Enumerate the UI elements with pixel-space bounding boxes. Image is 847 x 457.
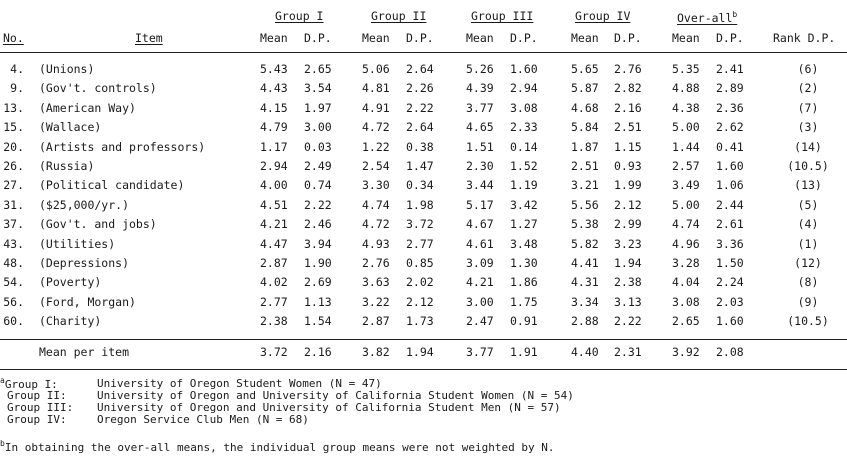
summary-dp: 1.91 (510, 345, 538, 359)
row-number: 60. (3, 314, 24, 328)
cell-mean: 2.51 (571, 159, 599, 173)
cell-mean: 5.35 (672, 62, 700, 76)
cell-mean: 3.63 (362, 275, 390, 289)
cell-rank: (6) (797, 62, 819, 76)
cell-dp: 3.08 (510, 101, 538, 115)
cell-dp: 2.61 (716, 217, 744, 231)
cell-mean: 2.76 (362, 256, 390, 270)
summary-mean: 4.40 (571, 345, 599, 359)
cell-mean: 4.00 (260, 178, 288, 192)
footnote-group-2-text: University of Oregon and University of California Student Women (N = 54) (97, 389, 574, 402)
cell-rank: (9) (797, 295, 819, 309)
cell-dp: 0.41 (716, 140, 744, 154)
row-item: (Unions) (39, 62, 95, 76)
summary-rule (0, 339, 847, 340)
cell-dp: 0.91 (510, 314, 538, 328)
cell-mean: 4.21 (260, 217, 288, 231)
footnote-group-3-label: Group III: (7, 401, 74, 414)
header-dp: D.P. (406, 31, 434, 45)
cell-dp: 2.36 (716, 101, 744, 115)
footer-rule (0, 369, 847, 370)
row-number: 9. (10, 81, 24, 95)
cell-mean: 4.31 (571, 275, 599, 289)
footnote-b (0, 440, 555, 453)
cell-dp: 1.94 (614, 256, 642, 270)
header-no: No. (3, 31, 24, 45)
cell-mean: 4.81 (362, 81, 390, 95)
cell-mean: 5.26 (466, 62, 494, 76)
cell-mean: 4.39 (466, 81, 494, 95)
footnote-group-2-label: Group II: (7, 389, 67, 402)
cell-dp: 2.41 (716, 62, 744, 76)
cell-mean: 3.09 (466, 256, 494, 270)
cell-mean: 4.68 (571, 101, 599, 115)
cell-mean: 2.87 (362, 314, 390, 328)
cell-mean: 1.22 (362, 140, 390, 154)
cell-rank: (5) (797, 198, 819, 212)
row-number: 20. (3, 140, 24, 154)
cell-mean: 4.51 (260, 198, 288, 212)
summary-mean: 3.82 (362, 345, 390, 359)
header-mean: Mean (260, 31, 288, 45)
cell-mean: 5.87 (571, 81, 599, 95)
cell-dp: 1.60 (716, 314, 744, 328)
cell-mean: 4.67 (466, 217, 494, 231)
header-mean: Mean (362, 31, 390, 45)
row-item: (Charity) (39, 314, 102, 328)
cell-dp: 1.52 (510, 159, 538, 173)
cell-mean: 5.17 (466, 198, 494, 212)
cell-dp: 3.13 (614, 295, 642, 309)
cell-dp: 1.19 (510, 178, 538, 192)
header-item: Item (135, 31, 163, 45)
cell-dp: 2.64 (406, 120, 434, 134)
cell-dp: 0.74 (304, 178, 332, 192)
header-mean: Mean (571, 31, 599, 45)
cell-dp: 2.49 (304, 159, 332, 173)
cell-mean: 2.77 (260, 295, 288, 309)
cell-dp: 2.22 (614, 314, 642, 328)
summary-dp: 2.31 (614, 345, 642, 359)
footnote-a-marker: a (0, 376, 5, 385)
cell-mean: 4.91 (362, 101, 390, 115)
cell-dp: 3.23 (614, 237, 642, 251)
cell-dp: 1.50 (716, 256, 744, 270)
footnote-b-text: In obtaining the over-all means, the individual group means were not weighted by N. (4, 441, 555, 454)
cell-rank: (13) (794, 178, 822, 192)
cell-mean: 3.49 (672, 178, 700, 192)
cell-mean: 4.41 (571, 256, 599, 270)
cell-mean: 2.47 (466, 314, 494, 328)
row-item: (Depressions) (39, 256, 130, 270)
cell-dp: 2.24 (716, 275, 744, 289)
row-item: (Ford, Morgan) (39, 295, 136, 309)
header-rank: Rank D.P. (773, 31, 836, 45)
cell-rank: (4) (797, 217, 819, 231)
cell-mean: 1.44 (672, 140, 700, 154)
header-overall (677, 11, 737, 25)
cell-mean: 3.08 (672, 295, 700, 309)
cell-dp: 0.03 (304, 140, 332, 154)
cell-mean: 4.43 (260, 81, 288, 95)
row-number: 56. (3, 295, 24, 309)
cell-mean: 5.43 (260, 62, 288, 76)
summary-label: Mean per item (39, 345, 130, 359)
header-dp: D.P. (614, 31, 642, 45)
cell-dp: 1.90 (304, 256, 332, 270)
row-item: (Wallace) (39, 120, 102, 134)
header-group-2: Group II (371, 9, 427, 23)
row-number: 13. (3, 101, 24, 115)
cell-dp: 1.15 (614, 140, 642, 154)
header-mean: Mean (672, 31, 700, 45)
cell-dp: 2.16 (614, 101, 642, 115)
cell-dp: 2.33 (510, 120, 538, 134)
cell-dp: 0.93 (614, 159, 642, 173)
row-number: 26. (3, 159, 24, 173)
cell-dp: 2.26 (406, 81, 434, 95)
cell-dp: 2.76 (614, 62, 642, 76)
cell-dp: 1.27 (510, 217, 538, 231)
cell-dp: 3.54 (304, 81, 332, 95)
row-item: (Russia) (39, 159, 95, 173)
cell-mean: 2.65 (672, 314, 700, 328)
cell-dp: 1.99 (614, 178, 642, 192)
cell-dp: 2.44 (716, 198, 744, 212)
cell-mean: 4.74 (362, 198, 390, 212)
row-number: 37. (3, 217, 24, 231)
cell-mean: 5.38 (571, 217, 599, 231)
cell-dp: 0.38 (406, 140, 434, 154)
cell-dp: 2.22 (406, 101, 434, 115)
cell-rank: (14) (794, 140, 822, 154)
cell-dp: 2.65 (304, 62, 332, 76)
row-item: (American Way) (39, 101, 136, 115)
row-number: 48. (3, 256, 24, 270)
footnote-group-3-text: University of Oregon and University of California Student Men (N = 57) (97, 401, 561, 414)
cell-mean: 1.51 (466, 140, 494, 154)
cell-mean: 2.38 (260, 314, 288, 328)
row-item: (Political candidate) (39, 178, 185, 192)
cell-dp: 2.69 (304, 275, 332, 289)
row-number: 15. (3, 120, 24, 134)
footnote-b-marker: b (0, 439, 5, 448)
cell-mean: 2.54 (362, 159, 390, 173)
cell-dp: 1.54 (304, 314, 332, 328)
cell-mean: 4.61 (466, 237, 494, 251)
row-item: (Utilities) (39, 237, 116, 251)
cell-dp: 1.60 (510, 62, 538, 76)
cell-mean: 2.88 (571, 314, 599, 328)
row-item: (Poverty) (39, 275, 102, 289)
row-number: 4. (10, 62, 24, 76)
cell-mean: 1.87 (571, 140, 599, 154)
cell-dp: 2.89 (716, 81, 744, 95)
cell-dp: 1.97 (304, 101, 332, 115)
header-group-3: Group III (471, 9, 534, 23)
cell-dp: 1.47 (406, 159, 434, 173)
cell-mean: 4.72 (362, 217, 390, 231)
cell-mean: 2.30 (466, 159, 494, 173)
cell-mean: 3.28 (672, 256, 700, 270)
cell-mean: 3.44 (466, 178, 494, 192)
row-item: (Gov't. controls) (39, 81, 157, 95)
cell-mean: 2.87 (260, 256, 288, 270)
cell-mean: 5.84 (571, 120, 599, 134)
footnote-group-1-label: Group I: (4, 378, 58, 391)
summary-dp: 2.16 (304, 345, 332, 359)
cell-dp: 2.62 (716, 120, 744, 134)
cell-dp: 2.22 (304, 198, 332, 212)
cell-dp: 2.38 (614, 275, 642, 289)
cell-dp: 3.72 (406, 217, 434, 231)
cell-dp: 1.30 (510, 256, 538, 270)
cell-mean: 5.00 (672, 198, 700, 212)
cell-dp: 3.48 (510, 237, 538, 251)
cell-rank: (10.5) (787, 314, 829, 328)
row-item: ($25,000/yr.) (39, 198, 130, 212)
cell-dp: 2.99 (614, 217, 642, 231)
cell-mean: 3.00 (466, 295, 494, 309)
cell-mean: 3.30 (362, 178, 390, 192)
cell-dp: 3.94 (304, 237, 332, 251)
cell-dp: 0.85 (406, 256, 434, 270)
cell-mean: 4.65 (466, 120, 494, 134)
cell-mean: 4.79 (260, 120, 288, 134)
cell-dp: 2.82 (614, 81, 642, 95)
cell-dp: 0.34 (406, 178, 434, 192)
cell-mean: 5.82 (571, 237, 599, 251)
header-dp: D.P. (716, 31, 744, 45)
cell-rank: (3) (797, 120, 819, 134)
cell-mean: 4.93 (362, 237, 390, 251)
cell-dp: 2.64 (406, 62, 434, 76)
cell-dp: 3.00 (304, 120, 332, 134)
cell-dp: 2.12 (406, 295, 434, 309)
header-group-1: Group I (275, 9, 324, 23)
summary-mean: 3.77 (466, 345, 494, 359)
footnote-group-4-text: Oregon Service Club Men (N = 68) (97, 413, 309, 426)
header-rule (0, 52, 847, 53)
cell-dp: 2.51 (614, 120, 642, 134)
cell-dp: 2.77 (406, 237, 434, 251)
cell-mean: 4.15 (260, 101, 288, 115)
row-number: 43. (3, 237, 24, 251)
cell-mean: 4.02 (260, 275, 288, 289)
row-number: 54. (3, 275, 24, 289)
cell-dp: 3.36 (716, 237, 744, 251)
cell-dp: 1.06 (716, 178, 744, 192)
cell-mean: 5.56 (571, 198, 599, 212)
cell-mean: 4.04 (672, 275, 700, 289)
cell-mean: 4.21 (466, 275, 494, 289)
cell-mean: 2.94 (260, 159, 288, 173)
cell-mean: 4.72 (362, 120, 390, 134)
cell-mean: 1.17 (260, 140, 288, 154)
row-number: 27. (3, 178, 24, 192)
row-item: (Gov't. and jobs) (39, 217, 157, 231)
header-overall-label: Over-all (677, 11, 733, 25)
cell-dp: 2.02 (406, 275, 434, 289)
cell-rank: (7) (797, 101, 819, 115)
cell-rank: (12) (794, 256, 822, 270)
cell-mean: 3.22 (362, 295, 390, 309)
cell-mean: 4.88 (672, 81, 700, 95)
header-dp: D.P. (304, 31, 332, 45)
cell-dp: 1.60 (716, 159, 744, 173)
summary-dp: 1.94 (406, 345, 434, 359)
cell-mean: 3.77 (466, 101, 494, 115)
cell-dp: 2.03 (716, 295, 744, 309)
cell-mean: 5.00 (672, 120, 700, 134)
cell-mean: 4.74 (672, 217, 700, 231)
cell-dp: 1.75 (510, 295, 538, 309)
cell-dp: 0.14 (510, 140, 538, 154)
cell-mean: 4.38 (672, 101, 700, 115)
cell-dp: 2.46 (304, 217, 332, 231)
cell-rank: (10.5) (787, 159, 829, 173)
header-group-4: Group IV (575, 9, 631, 23)
cell-dp: 3.42 (510, 198, 538, 212)
cell-mean: 3.34 (571, 295, 599, 309)
cell-mean: 4.96 (672, 237, 700, 251)
cell-dp: 1.86 (510, 275, 538, 289)
cell-rank: (1) (797, 237, 819, 251)
cell-rank: (2) (797, 81, 819, 95)
cell-rank: (8) (797, 275, 819, 289)
cell-dp: 1.73 (406, 314, 434, 328)
cell-dp: 1.13 (304, 295, 332, 309)
cell-dp: 2.12 (614, 198, 642, 212)
summary-mean: 3.72 (260, 345, 288, 359)
cell-mean: 5.06 (362, 62, 390, 76)
cell-dp: 2.94 (510, 81, 538, 95)
footnote-group-1-text: University of Oregon Student Women (N = 47) (97, 377, 382, 390)
summary-mean: 3.92 (672, 345, 700, 359)
footnote-group-4-label: Group IV: (7, 413, 67, 426)
summary-dp: 2.08 (716, 345, 744, 359)
row-item: (Artists and professors) (39, 140, 206, 154)
cell-mean: 5.65 (571, 62, 599, 76)
header-overall-sup: b (732, 10, 738, 19)
cell-mean: 3.21 (571, 178, 599, 192)
header-mean: Mean (466, 31, 494, 45)
cell-dp: 1.98 (406, 198, 434, 212)
cell-mean: 2.57 (672, 159, 700, 173)
row-number: 31. (3, 198, 24, 212)
cell-mean: 4.47 (260, 237, 288, 251)
header-dp: D.P. (510, 31, 538, 45)
